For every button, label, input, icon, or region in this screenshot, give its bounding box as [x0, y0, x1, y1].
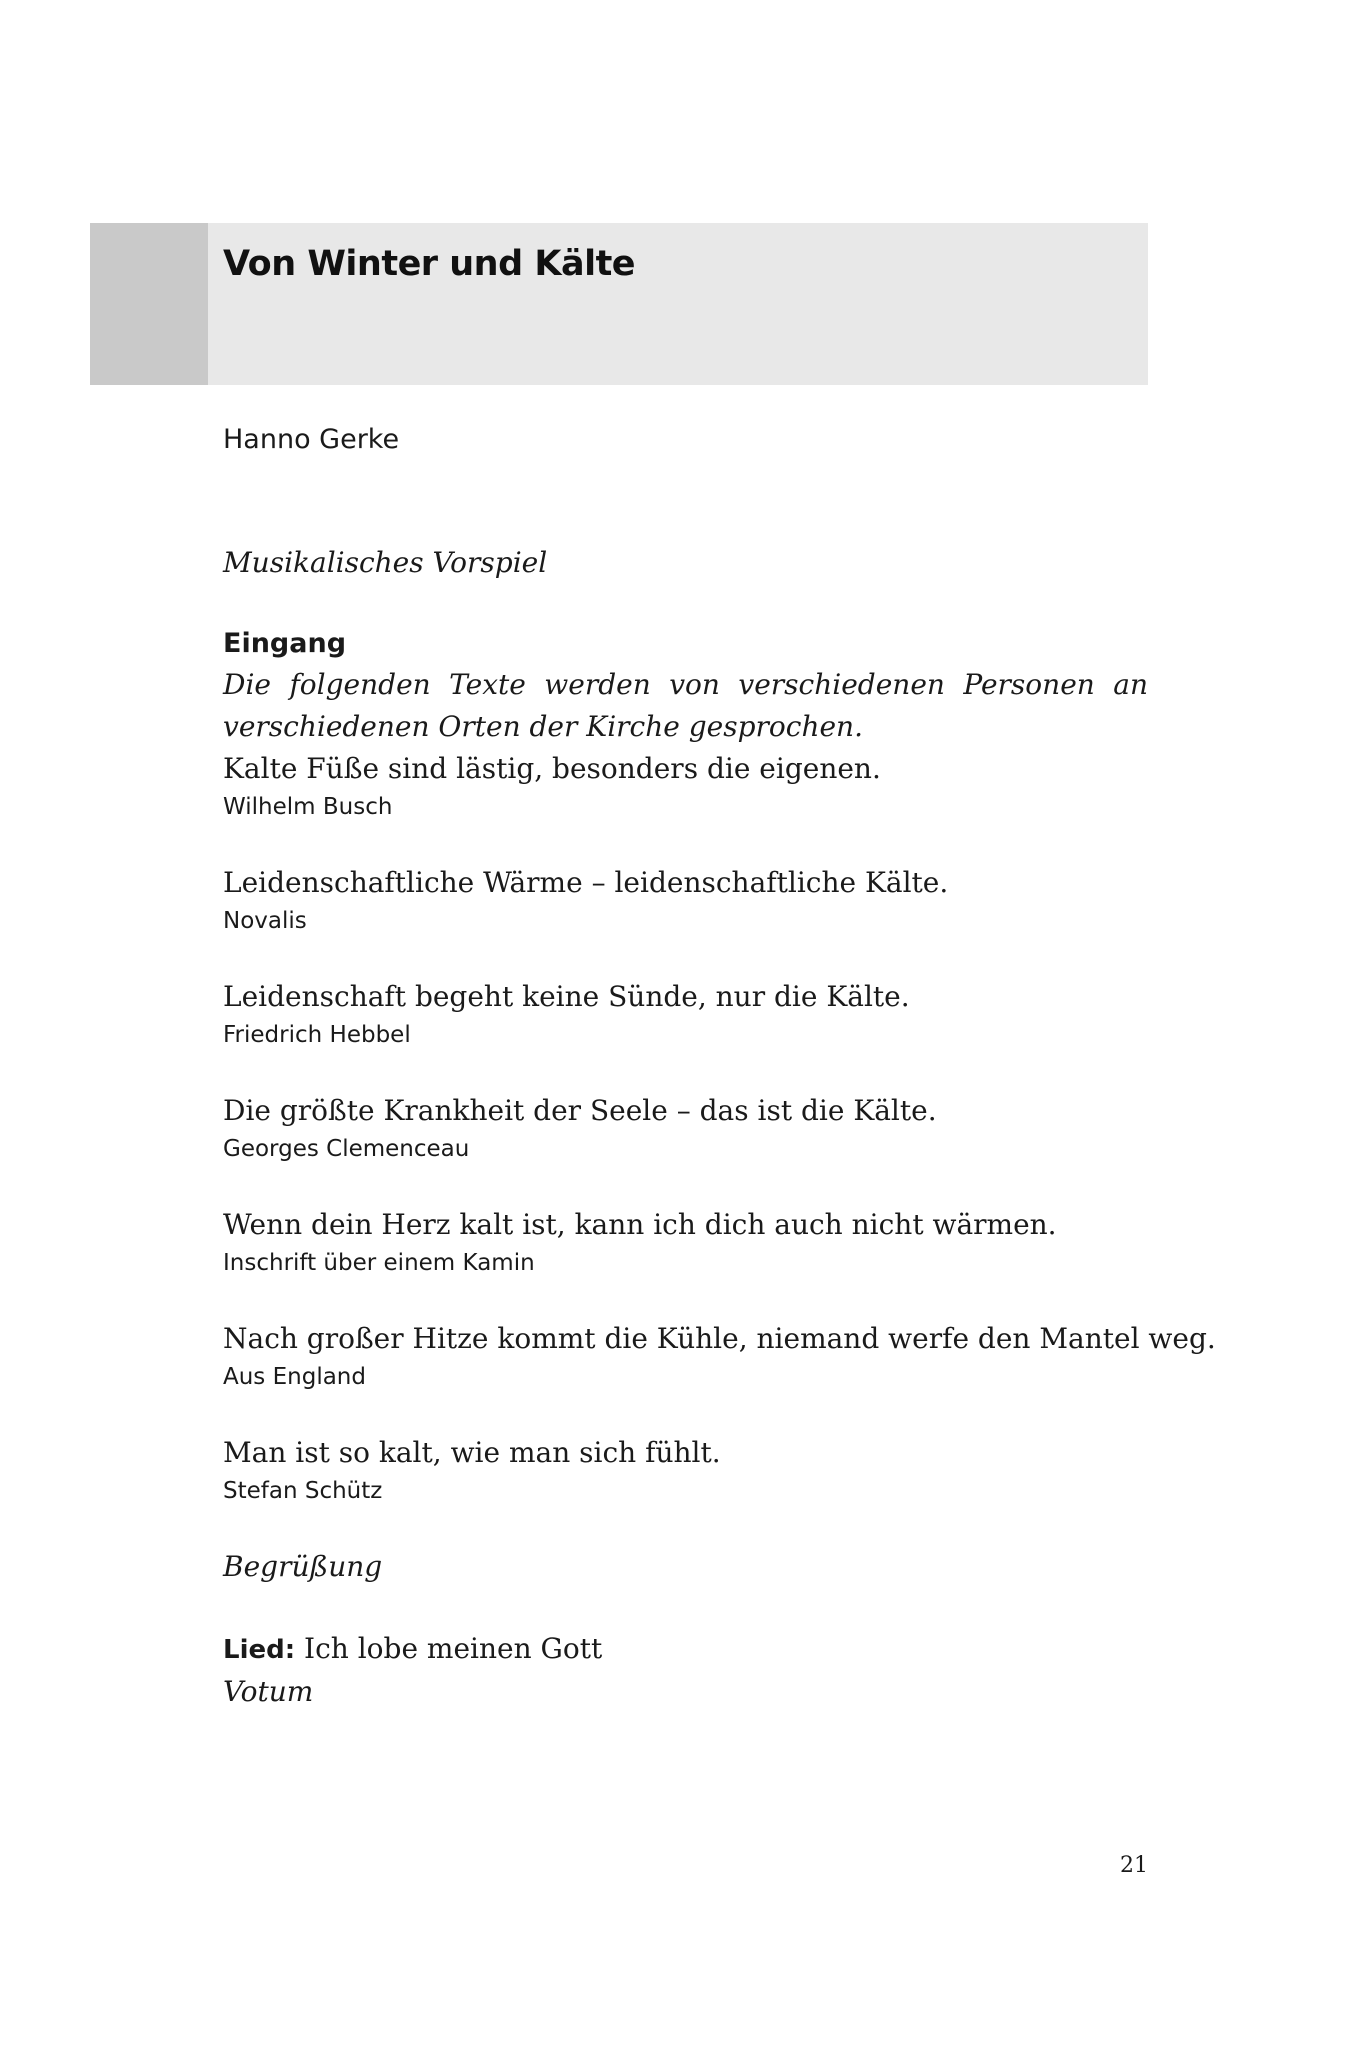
song-label: Lied:	[223, 1635, 296, 1665]
quote-text: Leidenschaftliche Wärme – leidenschaftliche Kälte.	[223, 866, 949, 899]
quote-source: Stefan Schütz	[223, 1478, 383, 1504]
quote	[223, 1318, 1216, 1394]
quote-source: Wilhelm Busch	[223, 794, 393, 820]
page-number: 21	[1120, 1853, 1148, 1878]
quote	[223, 976, 1148, 1052]
quote	[223, 862, 1148, 938]
quote-source: Friedrich Hebbel	[223, 1022, 411, 1048]
votum-note: Votum	[223, 1675, 314, 1708]
quote	[223, 1090, 1148, 1166]
song-line	[223, 1628, 1148, 1671]
chapter-header-tab	[90, 223, 208, 385]
song-title: Ich lobe meinen Gott	[304, 1632, 603, 1665]
quote-source: Inschrift über einem Kamin	[223, 1250, 535, 1276]
quote-text: Kalte Füße sind lästig, besonders die eigenen.	[223, 752, 881, 785]
quote-source: Novalis	[223, 908, 307, 934]
quote-source: Aus England	[223, 1364, 366, 1390]
quote-text: Die größte Krankheit der Seele – das ist die Kälte.	[223, 1094, 937, 1127]
quote-text: Leidenschaft begeht keine Sünde, nur die Kälte.	[223, 980, 910, 1013]
prelude-note: Musikalisches Vorspiel	[223, 546, 548, 579]
quote	[223, 748, 1148, 824]
page-content	[223, 420, 1216, 1713]
quote-text: Wenn dein Herz kalt ist, kann ich dich auch nicht wärmen.	[223, 1208, 1057, 1241]
section-instruction: Die folgenden Texte werden von verschiedenen Personen an verschiedenen Orten der Kirche gesprochen.	[223, 668, 1148, 743]
quote-text: Nach großer Hitze kommt die Kühle, niemand werfe den Mantel weg.	[223, 1322, 1216, 1355]
chapter-title: Von Winter und Kälte	[223, 244, 636, 284]
quote	[223, 1432, 1148, 1508]
quote-source: Georges Clemenceau	[223, 1136, 470, 1162]
quote-text: Man ist so kalt, wie man sich fühlt.	[223, 1436, 721, 1469]
section-heading: Eingang	[223, 628, 347, 659]
quote	[223, 1204, 1148, 1280]
greeting-note: Begrüßung	[223, 1550, 383, 1583]
author-name: Hanno Gerke	[223, 424, 400, 455]
